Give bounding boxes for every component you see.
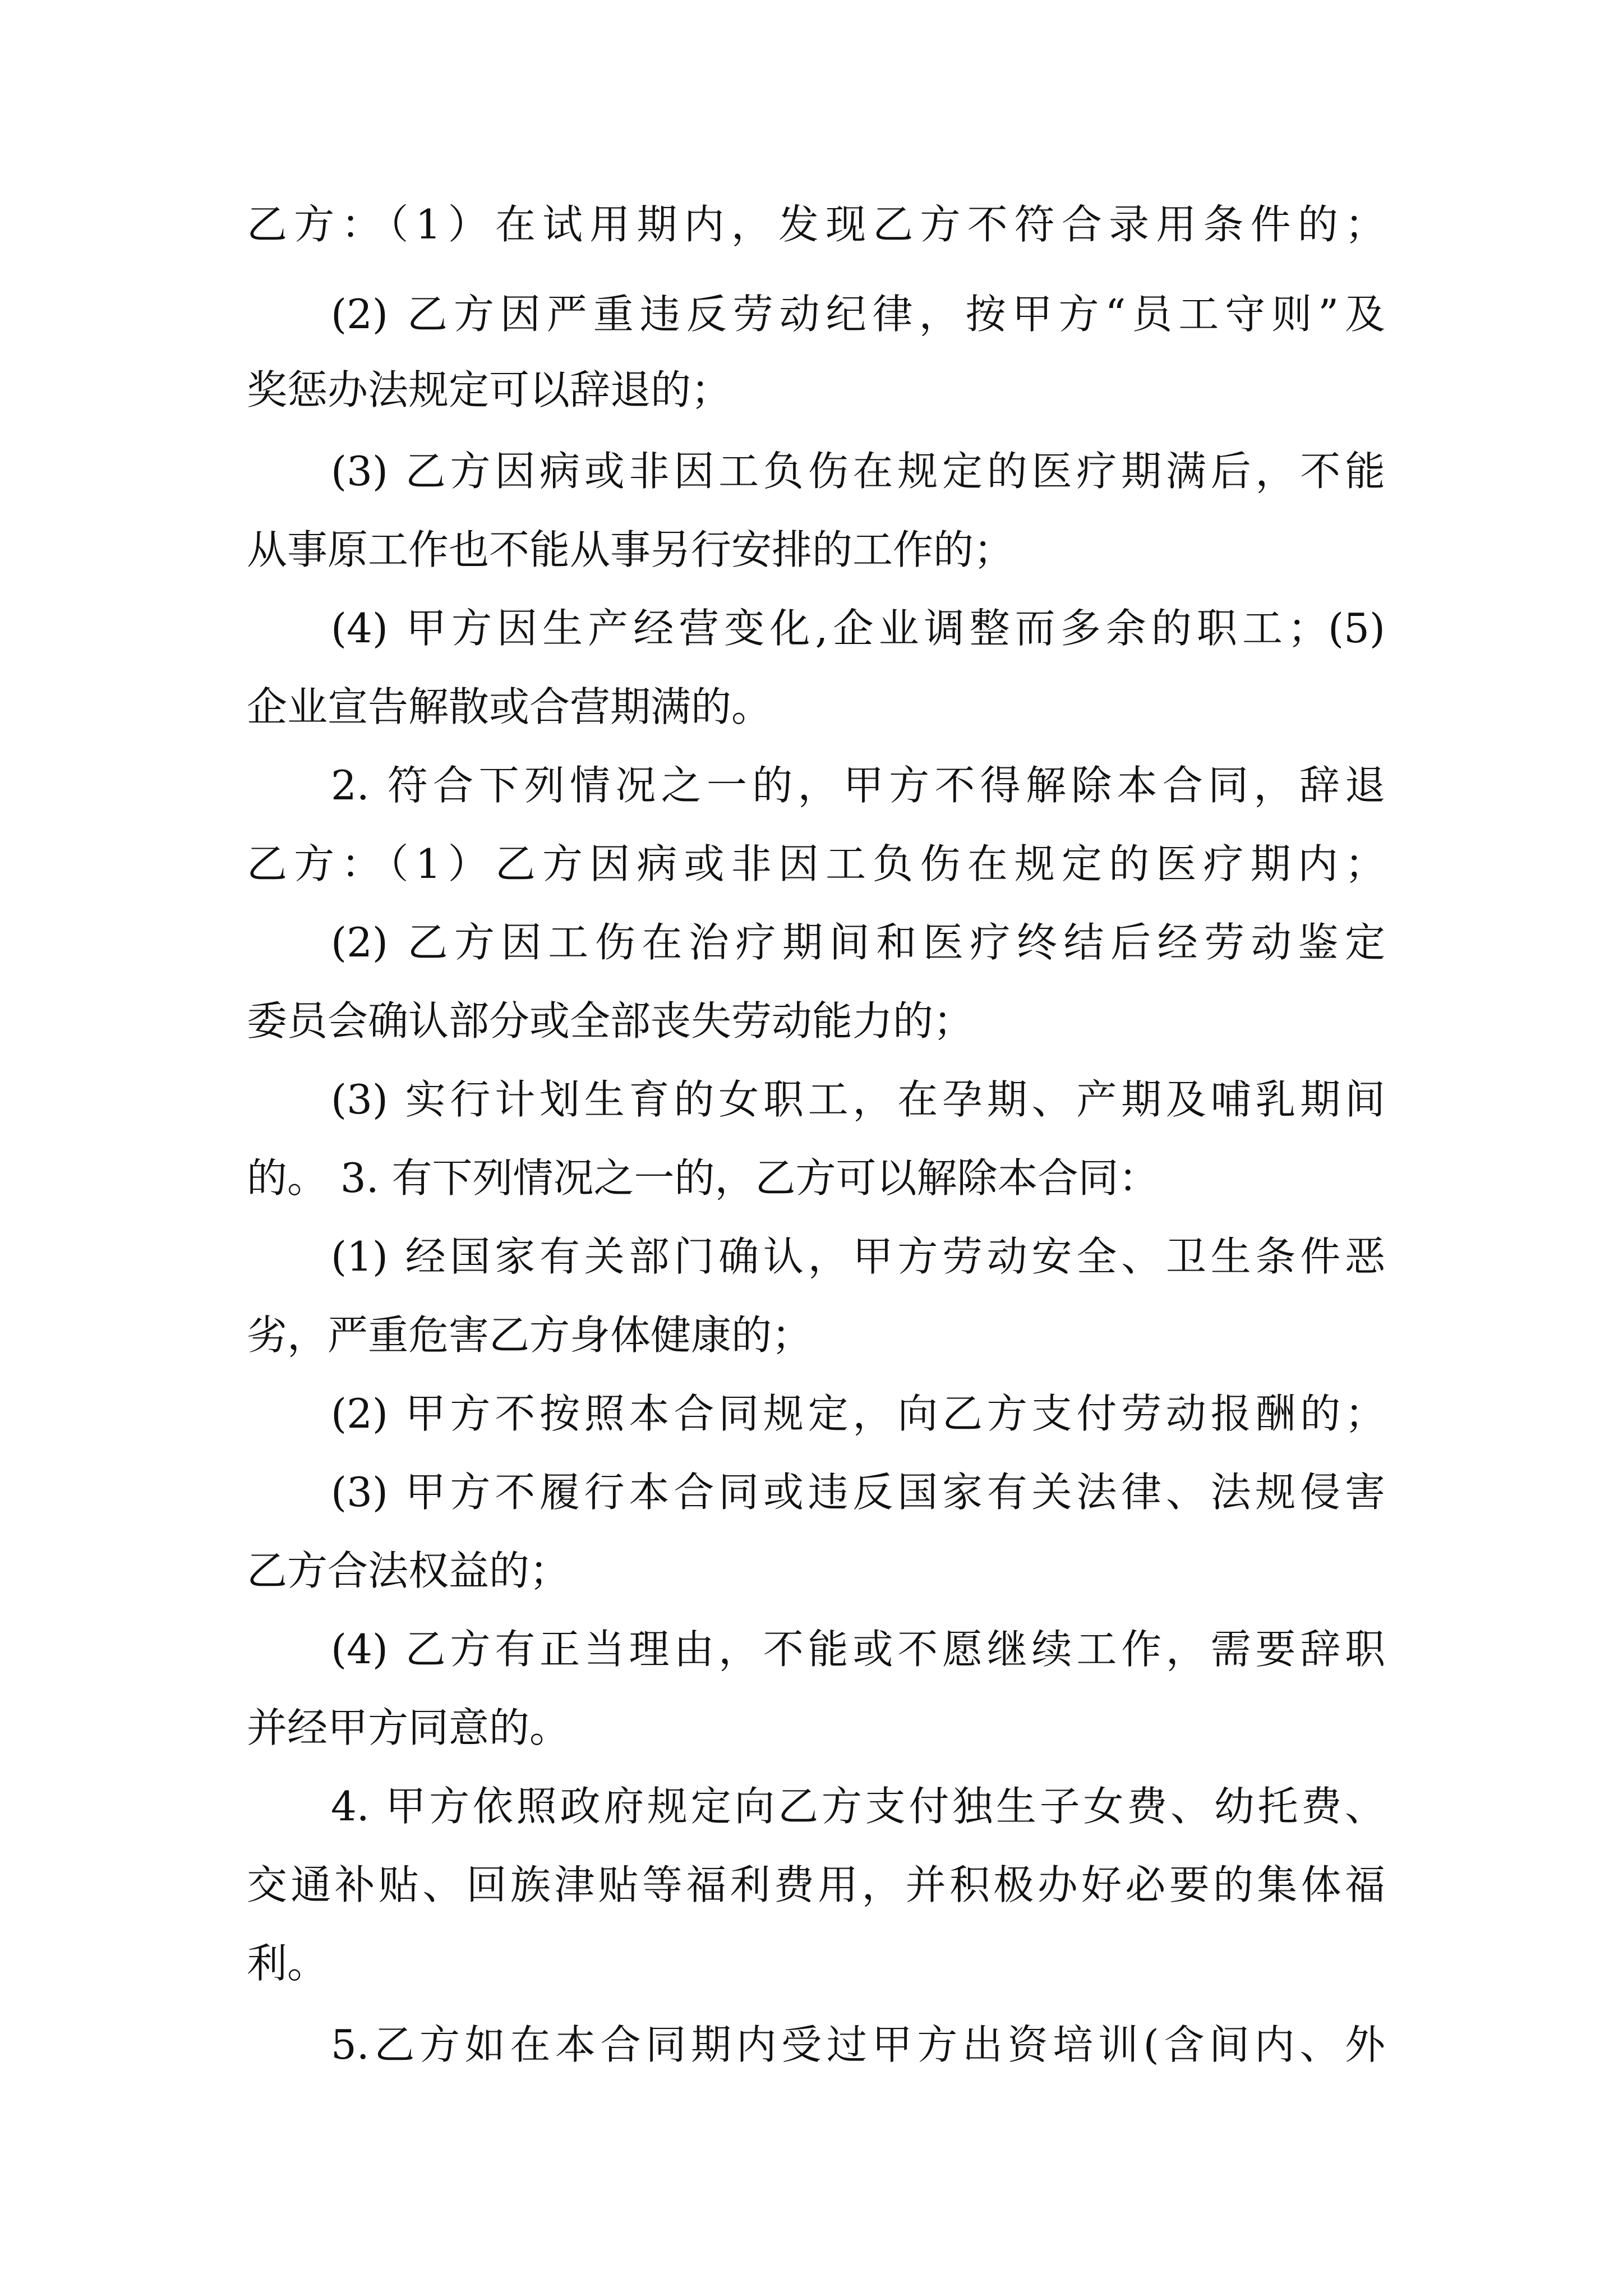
text-line: 奖惩办法规定可以辞退的； — [247, 366, 732, 413]
text-line: 乙方：（1）在试用期内，发现乙方不符合录用条件的； — [247, 201, 1385, 248]
text-line: 企业宣告解散或合营期满的。 — [247, 683, 772, 730]
text-line: (3) 实行计划生育的女职工，在孕期、产期及哺乳期间 — [331, 1076, 1385, 1123]
text-line: 的。 3. 有下列情况之一的，乙方可以解除本合同： — [247, 1154, 1159, 1202]
text-line: (2) 乙方因严重违反劳动纪律，按甲方“员工守则”及 — [331, 291, 1385, 338]
text-line: 并经甲方同意的。 — [247, 1704, 570, 1751]
text-line: 乙方：（1）乙方因病或非因工负伤在规定的医疗期内； — [247, 840, 1385, 887]
text-line: (4) 乙方有正当理由，不能或不愿继续工作，需要辞职 — [331, 1626, 1385, 1673]
text-line: 从事原工作也不能从事另行安排的工作的； — [247, 526, 1015, 573]
text-line: 5.乙方如在本合同期内受过甲方出资培训(含间内、外 — [331, 2021, 1385, 2068]
text-line: 委员会确认部分或全部丧失劳动能力的； — [247, 997, 974, 1045]
text-line: (3) 甲方不履行本合同或违反国家有关法律、法规侵害 — [331, 1469, 1385, 1516]
text-line: (2) 乙方因工伤在治疗期间和医疗终结后经劳动鉴定 — [331, 919, 1385, 966]
text-line: (4) 甲方因生产经营变化,企业调整而多余的职工；(5) — [331, 605, 1385, 652]
text-line: 4. 甲方依照政府规定向乙方支付独生子女费、幼托费、 — [331, 1783, 1385, 1830]
text-line: 2. 符合下列情况之一的，甲方不得解除本合同，辞退 — [331, 762, 1385, 809]
text-line: 交通补贴、回族津贴等福利费用，并积极办好必要的集体福 — [247, 1861, 1385, 1908]
text-line: (2) 甲方不按照本合同规定，向乙方支付劳动报酬的； — [331, 1390, 1385, 1437]
text-line: (1) 经国家有关部门确认，甲方劳动安全、卫生条件恶 — [331, 1233, 1385, 1280]
text-line: 劣，严重危害乙方身体健康的； — [247, 1312, 813, 1359]
text-line: 利。 — [247, 1940, 328, 1987]
text-line: (3) 乙方因病或非因工负伤在规定的医疗期满后，不能 — [331, 448, 1385, 495]
text-line: 乙方合法权益的； — [247, 1547, 570, 1594]
